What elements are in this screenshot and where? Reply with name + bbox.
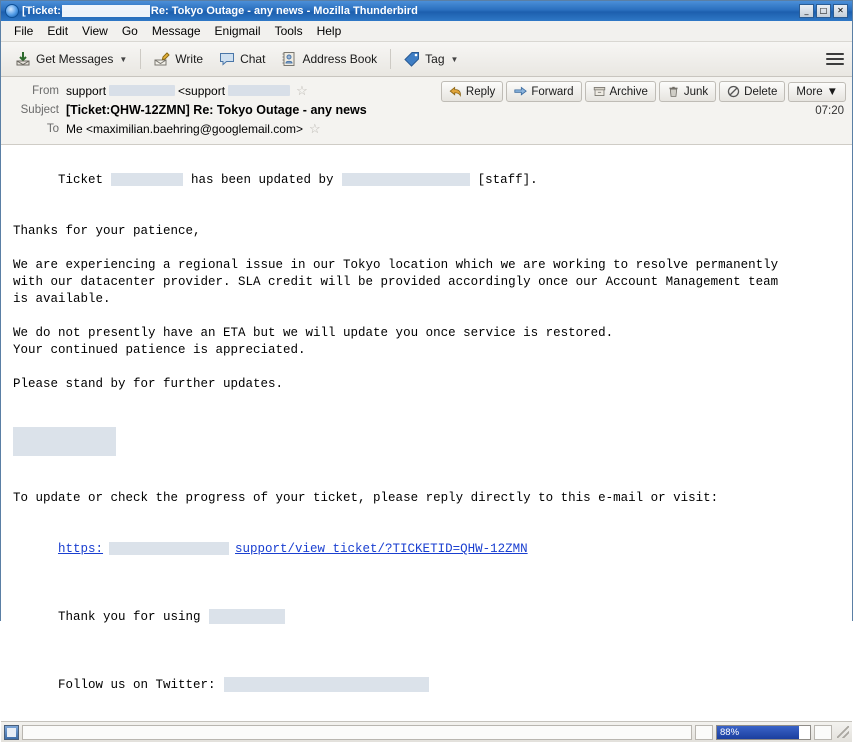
body-para1-line1: We are experiencing a regional issue in our Tokyo location which we are working to resolve permanently bbox=[13, 258, 779, 272]
window-title-prefix: [Ticket: bbox=[22, 5, 61, 17]
maximize-button[interactable]: □ bbox=[816, 4, 831, 18]
body-spacer-6 bbox=[13, 410, 840, 427]
window-title-suffix: Re: Tokyo Outage - any news - Mozilla Thunderbird bbox=[150, 5, 418, 17]
status-message-field bbox=[22, 725, 692, 740]
menu-view[interactable]: View bbox=[82, 24, 108, 38]
tag-button[interactable] bbox=[396, 46, 466, 72]
chat-label: Chat bbox=[240, 52, 266, 66]
ticket-link-suffix[interactable]: support/view_ticket/?TICKETID=QHW-12ZMN bbox=[235, 542, 528, 556]
forward-icon bbox=[514, 85, 527, 98]
body-spacer-2 bbox=[13, 240, 840, 257]
from-address-prefix: <support bbox=[178, 83, 226, 98]
ticket-id-redaction bbox=[111, 173, 183, 186]
subject-row bbox=[7, 100, 846, 119]
archive-label: Archive bbox=[609, 85, 648, 98]
toolbar-separator-2 bbox=[390, 49, 391, 69]
archive-button[interactable] bbox=[585, 81, 656, 102]
ticket-link-domain-redaction bbox=[109, 542, 229, 555]
toolbar-separator bbox=[140, 49, 141, 69]
from-address-redaction bbox=[228, 85, 290, 96]
app-menu-button[interactable] bbox=[824, 48, 846, 70]
from-name: support bbox=[66, 83, 107, 98]
reply-label: Reply bbox=[465, 85, 496, 98]
status-offline-icon[interactable] bbox=[4, 725, 19, 740]
message-time: 07:20 bbox=[815, 105, 844, 117]
body-ticket-link-row bbox=[13, 524, 840, 575]
window-title-redaction bbox=[62, 5, 150, 17]
message-header bbox=[1, 77, 852, 145]
to-star-icon[interactable]: ☆ bbox=[308, 120, 321, 136]
delete-icon bbox=[727, 85, 740, 98]
body-para1-line2: with our datacenter provider. SLA credit will be provided accordingly once our Account Management team bbox=[13, 275, 779, 289]
ticket-text-b: has been updated by bbox=[191, 173, 334, 187]
body-thankyou-row bbox=[13, 592, 840, 643]
menu-enigmail[interactable]: Enigmail bbox=[214, 24, 261, 38]
write-button[interactable] bbox=[146, 46, 211, 72]
ticket-text-a: Ticket bbox=[58, 173, 104, 187]
close-button[interactable]: ✕ bbox=[833, 4, 848, 18]
pencil-icon bbox=[154, 51, 170, 67]
forward-button[interactable] bbox=[506, 81, 581, 102]
more-button[interactable] bbox=[788, 82, 846, 102]
body-spacer-1 bbox=[13, 206, 840, 223]
subject-label: Subject bbox=[20, 103, 59, 116]
chat-bubble-icon bbox=[219, 51, 235, 67]
menu-go[interactable]: Go bbox=[121, 24, 138, 38]
delete-label: Delete bbox=[744, 85, 778, 98]
chevron-down-icon[interactable]: ▼ bbox=[119, 54, 128, 64]
body-spacer-7 bbox=[13, 456, 840, 473]
message-action-buttons bbox=[441, 81, 846, 102]
menu-bar bbox=[1, 21, 852, 42]
to-label: To bbox=[46, 122, 59, 135]
body-spacer-3 bbox=[13, 308, 840, 325]
subject-value bbox=[66, 103, 846, 117]
body-spacer-11 bbox=[13, 643, 840, 660]
hamburger-line-3 bbox=[826, 63, 844, 65]
body-para3: Please stand by for further updates. bbox=[13, 377, 284, 391]
get-messages-button[interactable] bbox=[7, 46, 135, 72]
archive-icon bbox=[593, 85, 606, 98]
chat-button[interactable] bbox=[211, 46, 273, 72]
body-para2-line2: Your continued patience is appreciated. bbox=[13, 343, 306, 357]
address-book-label: Address Book bbox=[302, 52, 378, 66]
get-messages-label: Get Messages bbox=[36, 52, 114, 66]
from-name-redaction bbox=[109, 85, 175, 96]
twitter-handle-redaction bbox=[224, 677, 429, 692]
address-book-button[interactable] bbox=[273, 46, 385, 72]
window-controls bbox=[799, 4, 848, 18]
body-update-line: To update or check the progress of your ticket, please reply directly to this e-mail or visit: bbox=[13, 491, 719, 505]
thankyou-text: Thank you for using bbox=[58, 610, 201, 624]
follow-text: Follow us on Twitter: bbox=[58, 678, 216, 692]
write-label: Write bbox=[175, 52, 204, 66]
staff-name-redaction bbox=[342, 173, 470, 186]
address-book-icon bbox=[281, 51, 297, 67]
tag-icon bbox=[404, 51, 420, 67]
chevron-down-icon-tag[interactable]: ▼ bbox=[450, 54, 459, 64]
brand-redaction bbox=[209, 609, 285, 624]
resize-grip[interactable] bbox=[837, 726, 849, 738]
more-label: More bbox=[796, 85, 823, 98]
menu-message[interactable]: Message bbox=[151, 24, 201, 38]
chevron-down-icon-more: ▼ bbox=[826, 85, 838, 98]
download-mail-icon bbox=[15, 51, 31, 67]
menu-tools[interactable]: Tools bbox=[274, 24, 303, 38]
window-title bbox=[22, 5, 799, 17]
body-spacer-9 bbox=[13, 507, 840, 524]
to-recipient: Me <maximilian.baehring@googlemail.com> bbox=[66, 121, 303, 136]
to-value bbox=[66, 121, 846, 137]
delete-button[interactable] bbox=[719, 81, 785, 102]
progress-label: 88% bbox=[720, 726, 740, 738]
body-para2-line1: We do not presently have an ETA but we will update you once service is restored. bbox=[13, 326, 614, 340]
status-small-field bbox=[695, 725, 713, 740]
minimize-button[interactable]: _ bbox=[799, 4, 814, 18]
status-bar bbox=[1, 721, 852, 742]
star-icon[interactable]: ☆ bbox=[296, 82, 308, 98]
body-spacer-4 bbox=[13, 359, 840, 376]
hamburger-line-1 bbox=[826, 53, 844, 55]
hamburger-line-2 bbox=[826, 58, 844, 60]
title-bar bbox=[1, 1, 852, 21]
signature-redaction bbox=[13, 427, 116, 456]
to-row bbox=[7, 119, 846, 138]
menu-edit[interactable]: Edit bbox=[47, 24, 69, 38]
body-line-thanks: Thanks for your patience, bbox=[13, 224, 201, 238]
ticket-link-prefix[interactable]: https: bbox=[58, 542, 104, 556]
reply-icon bbox=[449, 85, 462, 98]
tag-label: Tag bbox=[425, 52, 445, 66]
forward-label: Forward bbox=[531, 85, 574, 98]
progress-bar bbox=[716, 725, 811, 740]
body-para1-line3: is available. bbox=[13, 292, 111, 306]
from-label: From bbox=[32, 84, 59, 97]
subject-text: [Ticket:QHW-12ZMN] Re: Tokyo Outage - any news bbox=[66, 102, 367, 117]
body-follow-row bbox=[13, 660, 840, 711]
ticket-text-c: [staff]. bbox=[477, 173, 538, 187]
body-line-ticket bbox=[13, 155, 840, 206]
body-spacer-8 bbox=[13, 473, 840, 490]
body-spacer-5 bbox=[13, 393, 840, 410]
junk-button[interactable] bbox=[659, 81, 716, 102]
main-toolbar bbox=[1, 42, 852, 77]
junk-icon bbox=[667, 85, 680, 98]
body-spacer-10 bbox=[13, 575, 840, 592]
status-extra-field bbox=[814, 725, 832, 740]
menu-help[interactable]: Help bbox=[316, 24, 342, 38]
junk-label: Junk bbox=[683, 85, 709, 98]
message-body bbox=[1, 145, 852, 721]
reply-button[interactable] bbox=[441, 81, 503, 102]
menu-file[interactable]: File bbox=[14, 24, 34, 38]
app-icon bbox=[5, 4, 19, 18]
